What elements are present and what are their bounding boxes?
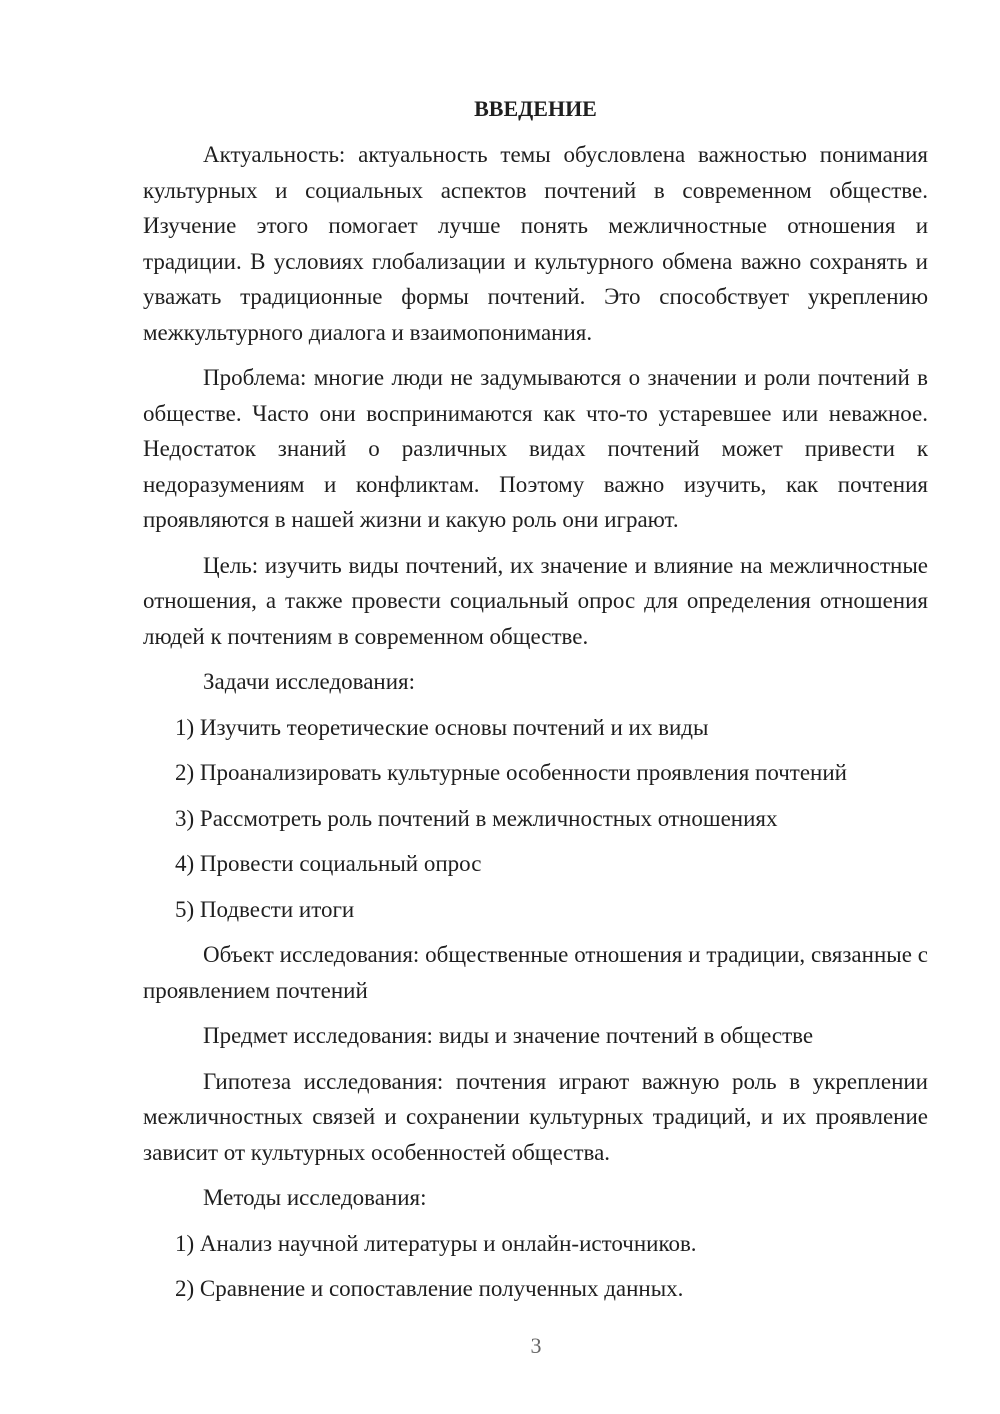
method-item: 1) Анализ научной литературы и онлайн-источников. (175, 1230, 697, 1256)
methods-heading: Методы исследования: (203, 1185, 427, 1210)
subject-paragraph: Предмет исследования: виды и значение почтений в обществе (203, 1023, 814, 1048)
task-item: 1) Изучить теоретические основы почтений и их виды (175, 714, 709, 740)
document-body (143, 94, 928, 1317)
goal-paragraph: Цель: изучить виды почтений, их значение и влияние на межличностные отношения, а также провести социальный опрос для определения отношения людей к почтениям в современном обществе. (143, 552, 928, 649)
hypothesis-paragraph: Гипотеза исследования: почтения играют важную роль в укреплении межличностных связей и сохранении культурных традиций, и их проявление зависит от культурных особенностей общества. (143, 1068, 928, 1165)
task-item: 4) Провести социальный опрос (175, 851, 482, 876)
method-item: 2) Сравнение и сопоставление полученных данных. (175, 1276, 684, 1301)
task-item: 3) Рассмотреть роль почтений в межличностных отношениях (175, 805, 778, 831)
task-item: 2) Проанализировать культурные особенности проявления почтений (175, 760, 847, 785)
page-number: 3 (530, 1333, 542, 1358)
tasks-heading: Задачи исследования: (203, 669, 416, 694)
problem-paragraph: Проблема: многие люди не задумываются о значении и роли почтений в обществе. Часто они воспринимаются как что-то устаревшее или неважное. Недостаток знаний о различных видах почтений может привести к недоразумениям и конфликтам. Поэтому важно изучить, как почтения проявляются в нашей жизни и какую роль они играют. (143, 365, 928, 532)
relevance-paragraph: Актуальность: актуальность темы обусловлена важностью понимания культурных и социальных аспектов почтений в современном обществе. Изучение этого помогает лучше понять межличностные отношения и традиции. В условиях глобализации и культурного обмена важно сохранять и уважать традиционные формы почтений. Это способствует укреплению межкультурного диалога и взаимопонимания. (143, 142, 928, 345)
object-paragraph: Объект исследования: общественные отношения и традиции, связанные с проявлением почтений (143, 942, 928, 1003)
page-title: ВВЕДЕНИЕ (474, 96, 597, 121)
task-item: 5) Подвести итоги (175, 896, 355, 922)
